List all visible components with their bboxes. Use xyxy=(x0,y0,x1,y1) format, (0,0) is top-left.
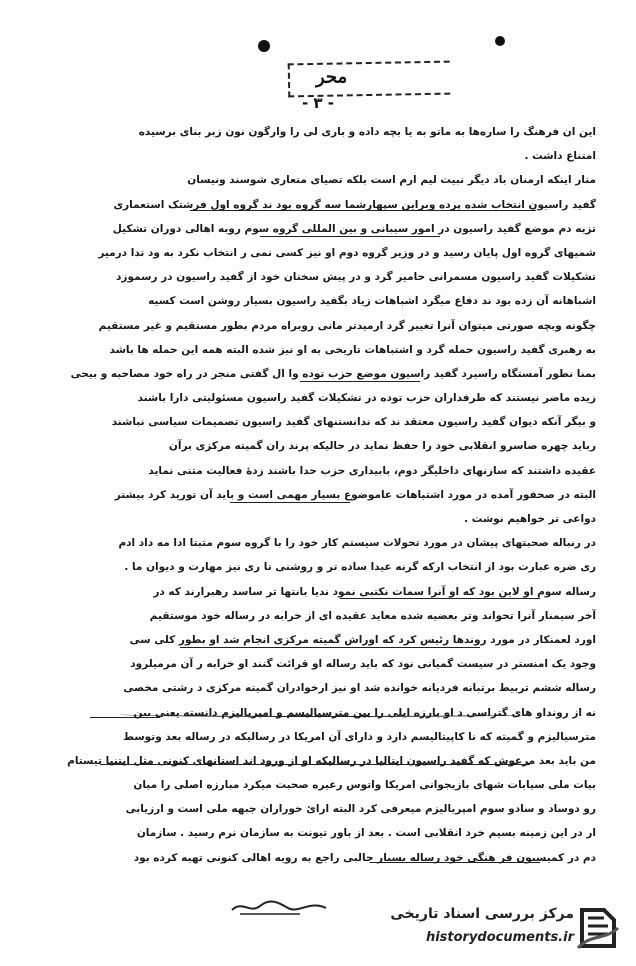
body-line: شمیهای گروه اول پایان رسید و در وزیر گروه دوم او نیز کسی نمی ر انتخاب نکرد به ود تدا درمیر xyxy=(98,246,596,259)
body-line: اورد لعمنکار در مورد روندها رئیس کرد که اوراش گمیته مرکزی انجام شد او بطور کلی سی xyxy=(129,633,596,646)
watermark-name: مرکز بررسی اسناد تاریخی xyxy=(390,906,574,922)
handwritten-underline xyxy=(190,210,536,211)
body-line: و بیگر آنکه دیوان گفید راسیون معتقد ند که ندانستنهای گفید راسیون تصمیمات سیاسی نباشند xyxy=(111,416,596,429)
handwritten-underline xyxy=(370,862,540,863)
page-number: - ۳ - xyxy=(301,94,335,112)
document-body xyxy=(60,120,596,870)
handwritten-underline xyxy=(100,764,530,765)
archive-logo-icon xyxy=(576,904,620,952)
body-line: تزیه دم موضع گفید راسیون در امور سیبانی و بین المللی گروه سوم روبه اهالی دوران تشکیل xyxy=(112,222,596,235)
body-line: رباید چهره صاسرو انقلابی خود را حفظ نماید در حالیکه پرند ران گمیته مرکزی برآن xyxy=(168,440,596,453)
handwritten-underline xyxy=(180,647,480,648)
handwritten-underline xyxy=(260,236,440,237)
body-line: رو دوساد و سادو سوم امپریالیزم میعرفی کرد البته ارائ خوراران جبهه ملی است و ارزیابی xyxy=(125,803,596,816)
body-line: وجود یک امنستر در سیست گمیانی نود که باید رساله او قرائت گنند او خرابه ر آن مرمیلرود xyxy=(130,658,596,671)
watermark-url: historydocuments.ir xyxy=(425,930,574,945)
handwritten-underline xyxy=(90,717,160,718)
body-line: البته در صحفور آمده در مورد اشتباهات عاموضوع بسیار مهمی است و باید آن تورید کرد بیشتر xyxy=(114,488,596,501)
stamp-text: محر xyxy=(315,66,348,88)
signature-scribble xyxy=(230,896,330,918)
handwritten-underline xyxy=(120,712,530,717)
body-line: بیات ملی سیابات شهای بازیجوانی امریکا واتوس رعیره صحبت میکرد مبارزه اصلی را میان xyxy=(133,779,596,792)
archive-watermark xyxy=(352,902,624,960)
body-line: دم در کمیسیون فر هنگی خود رساله بسیار جالبی راجع به رویه اهالی کنونی تهیه کرده بود xyxy=(133,851,596,864)
body-line: عقیده داشتند که سازنهای داخلیگر دوم، بابیداری حزب حدا باشند زدهٔ فعالیت متنی نماید xyxy=(148,464,596,477)
body-line: گفید راسیون انتخاب شده پرده وبراین سپهارشما سه گروه بود ند گروه اول فرشتک استعماری xyxy=(113,198,596,211)
punch-hole-right xyxy=(495,36,505,46)
handwritten-underline xyxy=(230,502,350,503)
body-line: ار در این زمینه بسیم خرد انقلابی است . بعد از باور تیونت به سازمان نرم رسید . سازمان xyxy=(136,827,596,840)
body-line: زیده ماضر نیستند که طرفداران حزب توده در تشکیلات گفید راسیون مسئولیتی دارا باشند xyxy=(137,392,596,405)
body-line: ری ضره عبارت بود از انتخاب ارکه گرنه عیدا ساده تر و روشنی تا ری نیز مهارت و دیوان ما . xyxy=(124,561,596,574)
body-line: به رهبری گفید راسیون حمله گرد و اشتباهات تاریخی به او نیز شده البته همه این حمله ها باشد xyxy=(109,343,596,356)
body-line: در رنباله صحبتهای پیشان در مورد تحولات سیستم کار خود را با گروه سوم مثبتا ادا مه داد ادم xyxy=(118,537,596,550)
handwritten-underline xyxy=(300,381,420,382)
body-line: مترسیالیزم و گمیته که نا کاپیتالیسم دارد و دارای آن امریکا در رسالیکه در رساله بعد وتوسط xyxy=(123,730,596,743)
body-line: بمنا نطور آمستگاه راسیرد گفید راسیون موضع حزب توده وا ال گفتی منجر در راه خود مصاحبه و بیحی xyxy=(70,367,596,380)
body-line: دواعی تر خواهیم نوشت . xyxy=(464,513,596,525)
body-line: رساله سوم او لاین بود که او آنرا سمات نکتبی نمود ندیا بانتها تر ساسد رهبرارند که در xyxy=(153,585,596,598)
body-line: رساله ششم تربیط برتبانه فردیانه خوانده شد او نیز ارخوادران گمیته مرکزی د رشتی مخصی xyxy=(123,682,596,695)
body-line: منار اینکه ارمنان باد دیگر نبیت لیم ارم است بلکه تصیای متعاری شوسند ونیسان xyxy=(187,174,596,187)
body-line: آخر سیمنار آنرا تحواند وتر بعضیه شده معاید عقیده ای از خرابه در رساله خود موستقیم xyxy=(149,609,596,622)
handwritten-underline xyxy=(340,598,540,599)
body-line: تشکیلات گفید راسیون مسمرانی حامیر گرد و در پیش سخنان خود از گفید راسیون در رسموزد xyxy=(116,271,596,284)
punch-hole-left xyxy=(258,40,270,52)
body-line: امتناع داشت . xyxy=(524,150,596,163)
body-line: اشباهانه آن زده بود ند دفاع میگرد اشباهات زیاد بگفید راسیون بسیار روشن است کسیه xyxy=(148,295,596,308)
body-line: نه از رونداو های گتراسی د او بارزه ایلی را بین مترسیالیسم و امپریالیزم دانسته یعنی بین xyxy=(133,706,596,719)
body-line: چگونه وبچه صورتی میتوان آنرا تغییر گرد ارمیدتر مانی روبراه مردم بطور مستقیم و غیر مستقیم xyxy=(98,319,596,332)
archive-stamp xyxy=(288,61,451,98)
body-line: من باید بعد مرعوش که گفید راسیون ایتالیا در رسالیکه او از ورود اند استانهای کنونی مثل ایتنیا تیستام xyxy=(67,754,596,767)
body-line: این ان فرهنگ را ساره‌ها به ماتو به یا بچه داده و باری لی را وارگون نون زبر بنای برسیده xyxy=(138,126,596,138)
